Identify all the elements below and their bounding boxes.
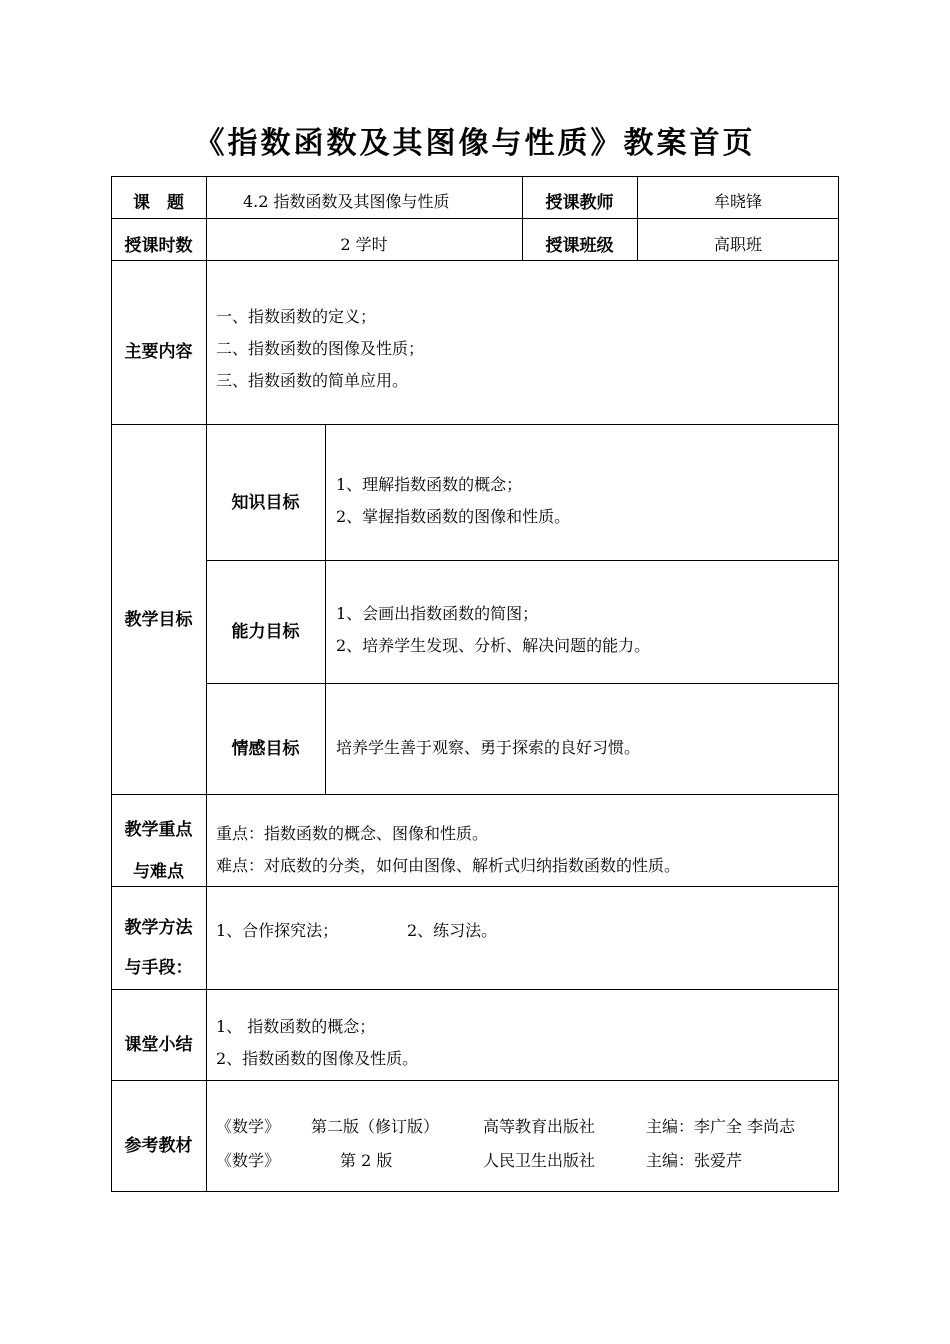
- method-item: 2、练习法。: [407, 921, 498, 940]
- ref-book: 《数学》: [216, 1117, 281, 1136]
- class-label: 授课班级: [545, 236, 614, 256]
- topic-label: 课 题: [133, 193, 184, 213]
- knowledge-label: 知识目标: [231, 493, 300, 513]
- ability-line: 1、会画出指数函数的简图；: [336, 604, 539, 623]
- ref-editor: 主编：李广全 李尚志: [646, 1117, 796, 1136]
- summary-line: 1、 指数函数的概念；: [216, 1017, 376, 1036]
- knowledge-line: 1、理解指数函数的概念；: [336, 475, 523, 494]
- ability-line: 2、培养学生发现、分析、解决问题的能力。: [336, 636, 651, 655]
- ref-editor: 主编：张爱芹: [646, 1151, 743, 1170]
- knowledge-line: 2、掌握指数函数的图像和性质。: [336, 507, 571, 526]
- emotion-label: 情感目标: [231, 739, 300, 759]
- hours-value: 2 学时: [340, 235, 388, 254]
- summary-label: 课堂小结: [124, 1035, 193, 1055]
- teacher-value: 牟晓锋: [713, 192, 762, 211]
- method-label-line2: 与手段：: [124, 958, 193, 978]
- class-value: 高职班: [713, 235, 762, 254]
- ref-publisher: 高等教育出版社: [483, 1117, 596, 1136]
- method-label-line1: 教学方法: [124, 918, 193, 938]
- content-line: 二、指数函数的图像及性质；: [216, 339, 425, 358]
- key-point-line: 重点：指数函数的概念、图像和性质。: [216, 824, 489, 843]
- lesson-plan-table: [111, 176, 839, 1192]
- content-line: 一、指数函数的定义；: [216, 307, 377, 326]
- goals-label: 教学目标: [124, 610, 193, 630]
- content-line: 三、指数函数的简单应用。: [216, 371, 409, 390]
- ref-book: 《数学》: [216, 1151, 281, 1170]
- topic-value: 4.2 指数函数及其图像与性质: [243, 192, 450, 211]
- emotion-text: 培养学生善于观察、勇于探索的良好习惯。: [336, 738, 641, 757]
- method-item: 1、合作探究法；: [216, 921, 339, 940]
- ref-edition: 第 2 版: [340, 1151, 393, 1170]
- summary-line: 2、指数函数的图像及性质。: [216, 1049, 419, 1068]
- ref-edition: 第二版（修订版）: [311, 1117, 440, 1136]
- content-label: 主要内容: [124, 342, 193, 362]
- key-label-line2: 与难点: [133, 862, 184, 882]
- key-label-line1: 教学重点: [124, 820, 193, 840]
- ref-publisher: 人民卫生出版社: [483, 1151, 596, 1170]
- teacher-label: 授课教师: [545, 193, 614, 213]
- hours-label: 授课时数: [124, 236, 193, 256]
- document-title: 《指数函数及其图像与性质》教案首页: [194, 126, 756, 161]
- ability-label: 能力目标: [231, 622, 300, 642]
- refs-label: 参考教材: [124, 1136, 193, 1156]
- difficulty-line: 难点：对底数的分类，如何由图像、解析式归纳指数函数的性质。: [216, 856, 681, 875]
